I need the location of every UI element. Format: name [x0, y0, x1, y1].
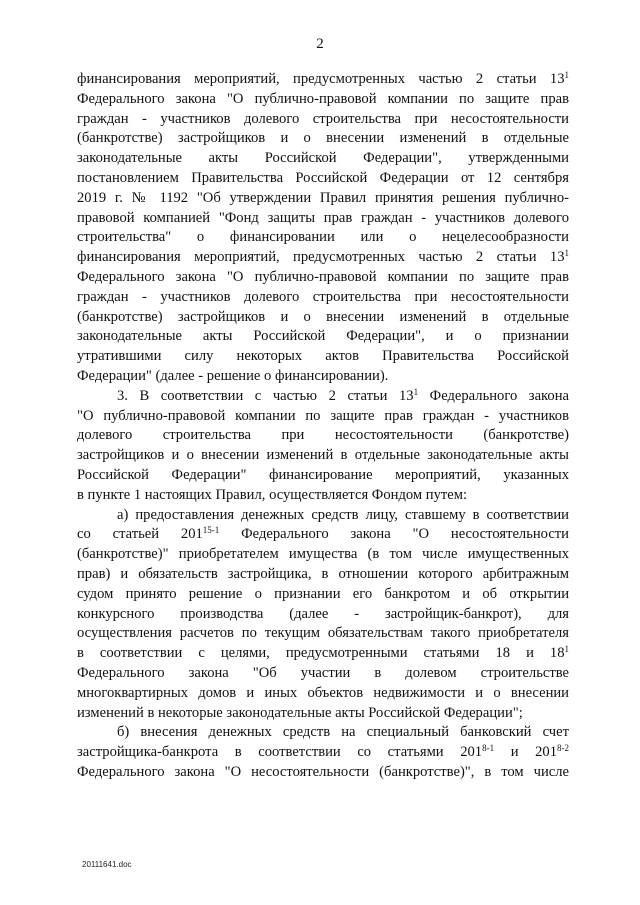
text-line: Федерального закона "О публично-правовой компании по защите прав	[77, 90, 569, 107]
text-line: конкурсного производства (далее - застройщик-банкрот), для	[77, 605, 569, 622]
text-line: в пункте 1 настоящих Правил, осуществляется Фондом путем:	[77, 486, 468, 503]
superscript: 8-1	[482, 743, 495, 754]
superscript: 8-2	[557, 743, 570, 754]
text-line: 3. В соответствии с частью 2 статьи $13^1$ Федерального закона	[117, 386, 569, 404]
page-number: 2	[316, 36, 324, 52]
text-line: 2019 г. № 1192 "Об утверждении Правил принятия решения публично-	[77, 189, 569, 206]
text-line: Федерации" (далее - решение о финансировании).	[77, 367, 389, 384]
text-line: утратившими силу некоторых актов Правительства Российской	[77, 348, 569, 365]
text-line: долевого строительства при несостоятельности (банкротстве)	[77, 427, 569, 444]
text-line: прав) и обязательств застройщика, в отношении которого арбитражным	[77, 565, 569, 582]
text-line: финансирования мероприятий, предусмотренных частью 2 статьи $13^1$	[77, 248, 569, 266]
document-body	[77, 70, 569, 783]
text-line: многоквартирных домов и иных объектов недвижимости и о внесении	[77, 684, 569, 701]
document-file-code: 20111641.doc	[82, 860, 132, 869]
text-line: строительства" о финансировании или о нецелесообразности	[77, 229, 569, 246]
superscript: 1	[413, 386, 419, 397]
text-line: со статьей 201$^{15-1}$ Федерального закона "О несостоятельности	[77, 525, 569, 543]
text-line: Федерального закона "Об участии в долевом строительстве	[77, 664, 569, 681]
superscript: 15-1	[202, 525, 220, 536]
text-line: (банкротстве)" приобретателем имущества (в том числе имущественных	[77, 546, 569, 563]
text-line: "О публично-правовой компании по защите прав граждан - участников	[77, 407, 569, 424]
text-line: а) предоставления денежных средств лицу, ставшему в соответствии	[117, 506, 569, 523]
text-line: граждан - участников долевого строительства при несостоятельности	[77, 110, 569, 127]
text-line: граждан - участников долевого строительства при несостоятельности	[77, 288, 569, 305]
text-line: застройщиков и о внесении изменений в отдельные законодательные акты	[77, 447, 569, 464]
superscript: 1	[564, 644, 569, 655]
text-line: (банкротстве) застройщиков и о внесении изменений в отдельные	[77, 130, 569, 147]
text-line: осуществления расчетов по текущим обязательствам такого приобретателя	[77, 625, 569, 642]
text-line: Федерального закона "О публично-правовой компании по защите прав	[77, 268, 569, 285]
text-line: правовой компанией "Фонд защиты прав граждан - участников долевого	[77, 209, 569, 226]
text-line: б) внесения денежных средств на специальный банковский счет	[117, 724, 569, 741]
superscript: 1	[564, 70, 569, 80]
text-line: в соответствии с целями, предусмотренными статьями 18 и $18^1$	[77, 644, 569, 662]
superscript: 1	[564, 248, 569, 259]
text-line: законодательные акты Российской Федерации", утвержденными	[77, 150, 569, 167]
text-line: постановлением Правительства Российской Федерации от 12 сентября	[77, 169, 569, 186]
text-line: Федерального закона "О несостоятельности (банкротстве)", в том числе	[77, 763, 569, 780]
text-line: законодательные акты Российской Федерации", и о признании	[77, 328, 569, 345]
text-line: судом принято решение о признании его банкротом и об открытии	[77, 585, 569, 602]
text-line: застройщика-банкрота в соответствии со статьями 201$^{8-1}$ и 201$^{8-2}$	[77, 743, 570, 761]
text-line: финансирования мероприятий, предусмотренных частью 2 статьи $13^1$	[77, 70, 569, 87]
text-line: Российской Федерации" финансирование мероприятий, указанных	[77, 466, 569, 483]
text-line: изменений в некоторые законодательные акты Российской Федерации";	[77, 704, 523, 721]
text-line: (банкротстве) застройщиков и о внесении изменений в отдельные	[77, 308, 569, 325]
